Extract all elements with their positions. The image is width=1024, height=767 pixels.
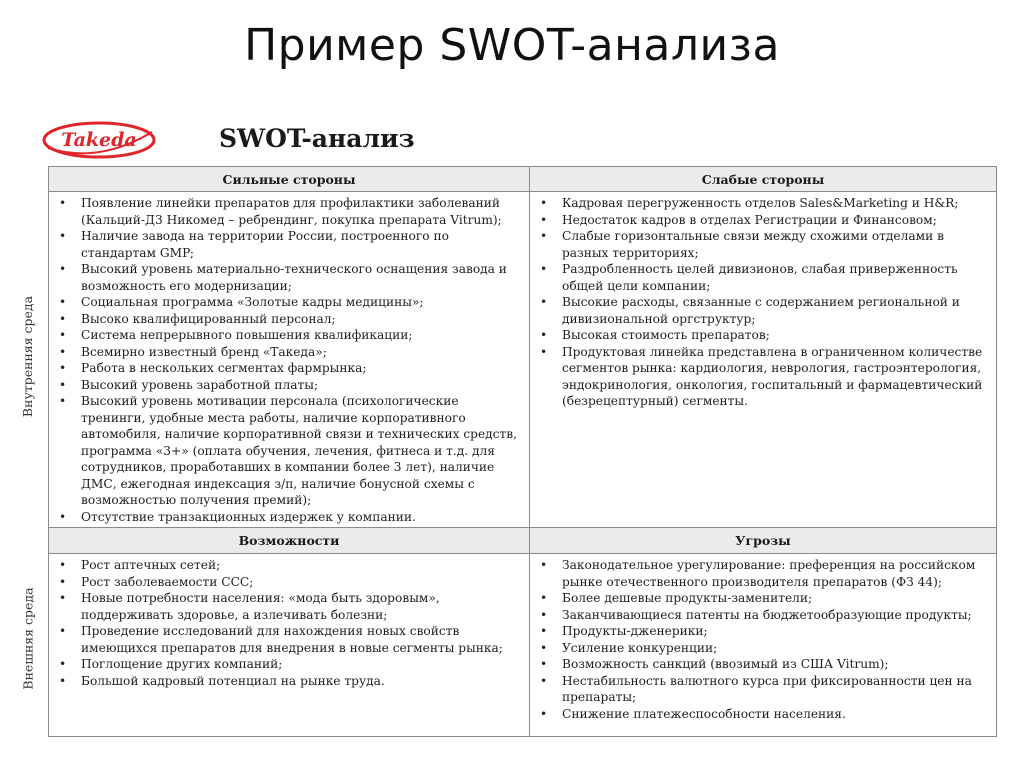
list-item: • Поглощение других компаний; [57,656,523,673]
list-item: • Раздробленность целей дивизионов, слабая приверженность общей цели компании; [538,261,990,294]
list-item: • Высокая стоимость препаратов; [538,327,990,344]
opportunities-list [57,557,523,689]
side-label-internal [10,191,46,521]
strengths-list [57,195,523,525]
list-item: • Высокий уровень материально-технического оснащения завода и возможность его модернизации; [57,261,523,294]
list-item: • Всемирно известный бренд «Такеда»; [57,344,523,361]
list-item: • Высокий уровень заработной платы; [57,377,523,394]
side-label-internal-text: Внутренняя среда [20,295,36,417]
list-item: • Слабые горизонтальные связи между схожими отделами в разных территориях; [538,228,990,261]
list-item: • Социальная программа «Золотые кадры медицины»; [57,294,523,311]
list-item: • Нестабильность валютного курса при фиксированности цен на препараты; [538,673,990,706]
list-item: • Кадровая перегруженность отделов Sales&Marketing и H&R; [538,195,990,212]
list-item: • Заканчивающиеся патенты на бюджетообразующие продукты; [538,607,990,624]
list-item: • Большой кадровый потенциал на рынке труда. [57,673,523,690]
list-item: • Проведение исследований для нахождения новых свойств имеющихся препаратов для внедрения в новые сегменты рынка; [57,623,523,656]
weaknesses-cell [530,192,997,528]
list-item: • Законодательное урегулирование: преференция на российском рынке отечественного производителя препаратов (ФЗ 44); [538,557,990,590]
document-heading: SWOT-анализ [219,124,415,153]
threats-list [538,557,990,722]
list-item: • Недостаток кадров в отделах Регистрации и Финансовом; [538,212,990,229]
takeda-logo [40,118,158,162]
list-item: • Снижение платежеспособности населения. [538,706,990,723]
list-item: • Появление линейки препаратов для профилактики заболеваний (Кальций-Д3 Никомед – ребрендинг, покупка препарата Vitrum); [57,195,523,228]
weaknesses-list [538,195,990,410]
list-item: • Наличие завода на территории России, построенного по стандартам GMP; [57,228,523,261]
opportunities-header: Возможности [49,528,530,554]
weaknesses-header: Слабые стороны [530,167,997,192]
list-item: • Усиление конкуренции; [538,640,990,657]
list-item: • Рост заболеваемости ССС; [57,574,523,591]
list-item: • Более дешевые продукты-заменители; [538,590,990,607]
list-item: • Высоко квалифицированный персонал; [57,311,523,328]
list-item: • Работа в нескольких сегментах фармрынка; [57,360,523,377]
list-item: • Отсутствие транзакционных издержек у компании. [57,509,523,526]
list-item: • Высокие расходы, связанные с содержанием региональной и дивизиональной оргструктур; [538,294,990,327]
slide-title: Пример SWOT-анализа [244,20,780,71]
side-label-external-text: Внешняя среда [20,587,36,690]
list-item: • Новые потребности населения: «мода быть здоровым», поддерживать здоровье, а излечивать болезни; [57,590,523,623]
opportunities-cell [49,554,530,737]
list-item: • Система непрерывного повышения квалификации; [57,327,523,344]
strengths-cell [49,192,530,528]
list-item: • Высокий уровень мотивации персонала (психологические тренинги, удобные места работы, наличие корпоративного автомобиля, наличие корпоративной связи и технических средств, программа «3+» (оплата обучения, лечения, фитнеса и т.д. для сотрудников, проработавших в компании более 3 лет), наличие ДМС, ежегодная индексация з/п, наличие бонусной схемы с возможностью получения премий); [57,393,523,509]
strengths-header: Сильные стороны [49,167,530,192]
logo-text: Takeda [61,129,137,151]
threats-header: Угрозы [530,528,997,554]
list-item: • Возможность санкций (ввозимый из США Vitrum); [538,656,990,673]
swot-table [48,166,997,737]
list-item: • Рост аптечных сетей; [57,557,523,574]
list-item: • Продуктовая линейка представлена в ограниченном количестве сегментов рынка: кардиология, неврология, гастроэнтерология, эндокринология, онкология, госпитальный и фармацевтический (безрецептурный) сегменты. [538,344,990,410]
list-item: • Продукты-дженерики; [538,623,990,640]
threats-cell [530,554,997,737]
side-label-external [10,547,46,730]
